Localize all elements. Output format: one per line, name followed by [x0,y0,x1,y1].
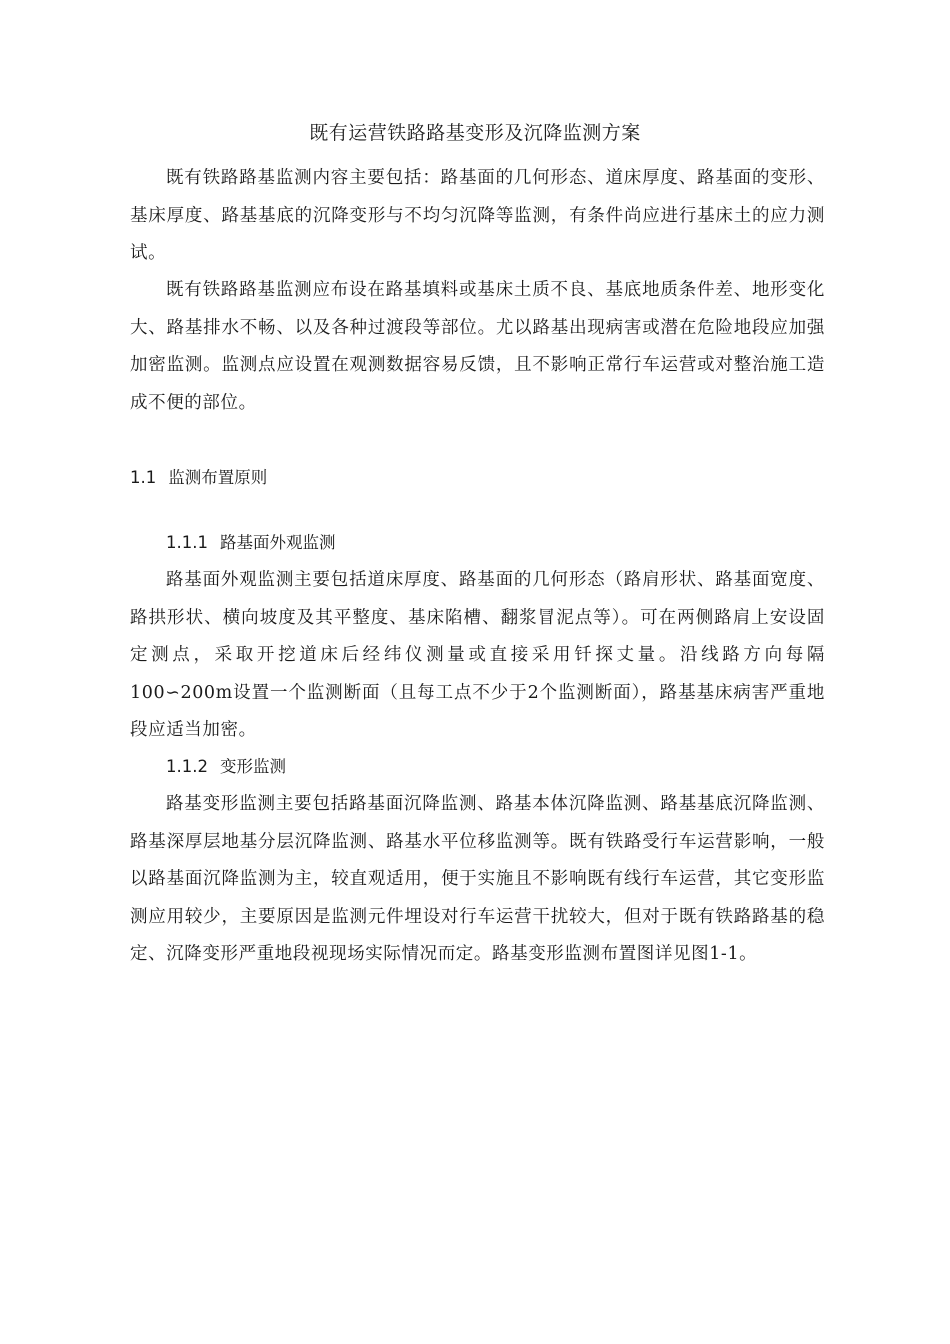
intro-paragraph-1: 既有铁路路基监测内容主要包括：路基面的几何形态、道床厚度、路基面的变形、基床厚度、路基基底的沉降变形与不均匀沉降等监测，有条件尚应进行基床土的应力测试。 [130,168,825,263]
document-title: 既有运营铁路路基变形及沉降监测方案 [309,122,641,144]
section-1-1-2-number: 1.1.2 [166,757,208,776]
section-1-1-number: 1.1 [130,468,157,487]
section-1-1-2-heading [166,755,286,779]
section-1-1-2-paragraph: 路基变形监测主要包括路基面沉降监测、路基本体沉降监测、路基基底沉降监测、路基深厚层地基分层沉降监测、路基水平位移监测等。既有铁路受行车运营影响，一般以路基面沉降监测为主，较直观适用，便于实施且不影响既有线行车运营，其它变形监测应用较少，主要原因是监测元件埋设对行车运营干扰较大，但对于既有铁路路基的稳定、沉降变形严重地段视现场实际情况而定。路基变形监测布置图详见图1-1。 [130,794,825,964]
section-1-1-heading [130,466,267,490]
section-1-1-1-heading [166,531,335,555]
section-1-1-title: 监测布置原则 [168,468,268,487]
intro-paragraph-2: 既有铁路路基监测应布设在路基填料或基床土质不良、基底地质条件差、地形变化大、路基排水不畅、以及各种过渡段等部位。尤以路基出现病害或潜在危险地段应加强加密监测。监测点应设置在观测数据容易反馈，且不影响正常行车运营或对整治施工造成不便的部位。 [130,280,825,413]
section-1-1-1-paragraph: 路基面外观监测主要包括道床厚度、路基面的几何形态（路肩形状、路基面宽度、路拱形状、横向坡度及其平整度、基床陷槽、翻浆冒泥点等）。可在两侧路肩上安设固定测点，采取开挖道床后经纬仪测量或直接采用钎探丈量。沿线路方向每隔100∽200m设置一个监测断面（且每工点不少于2个监测断面），路基基床病害严重地段应适当加密。 [130,570,825,740]
section-1-1-2-title: 变形监测 [219,757,286,776]
section-1-1-1-number: 1.1.1 [166,533,208,552]
section-1-1-1-title: 路基面外观监测 [219,533,336,552]
